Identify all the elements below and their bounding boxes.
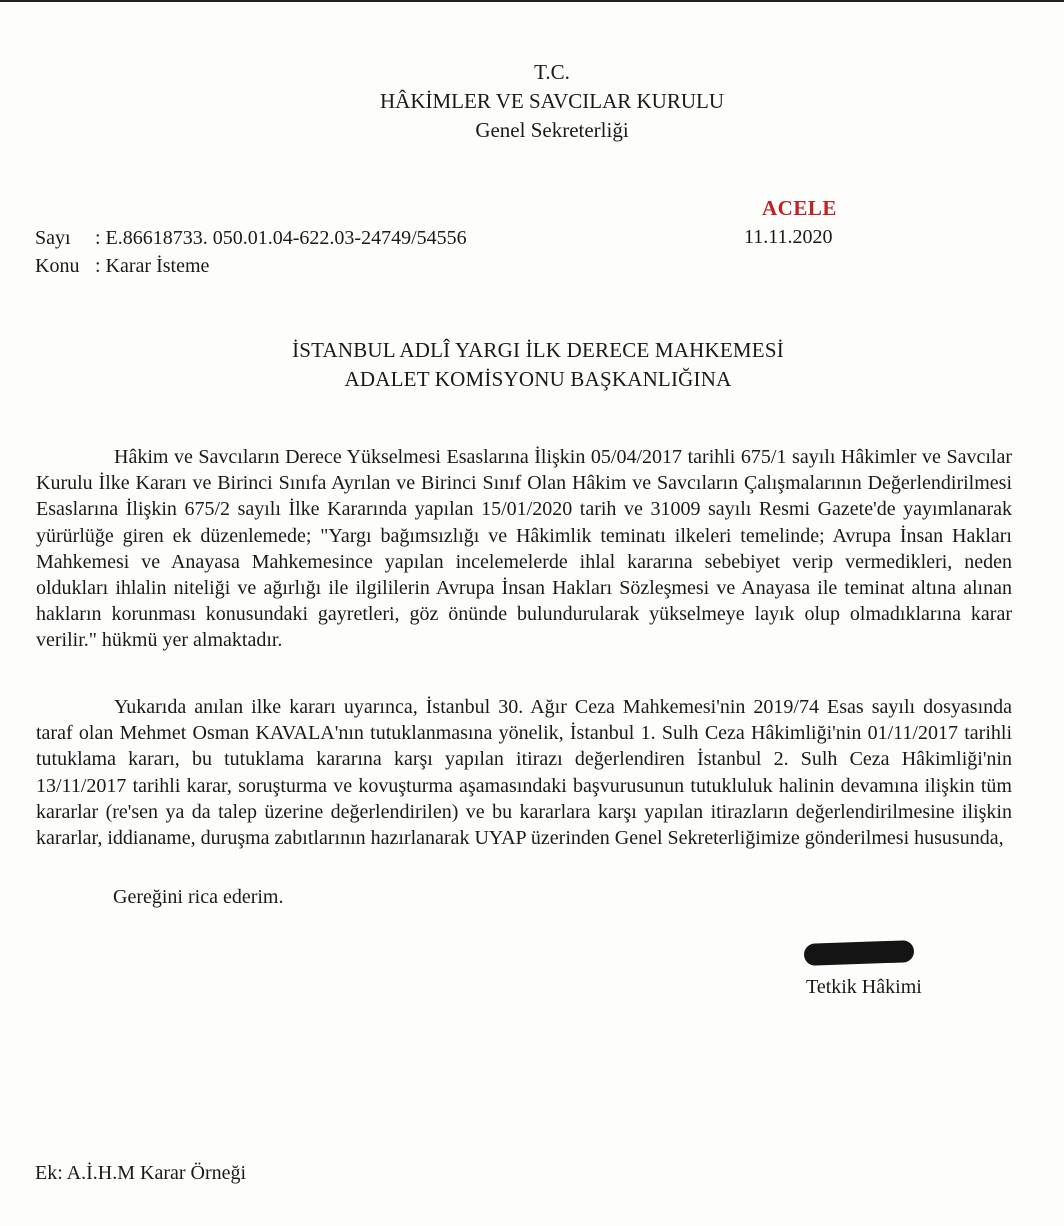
subject-row — [35, 255, 209, 278]
redacted-name — [804, 940, 915, 966]
subject-value: : Karar İsteme — [95, 255, 210, 277]
body-paragraph-2: Yukarıda anılan ilke kararı uyarınca, İstanbul 30. Ağır Ceza Mahkemesi'nin 2019/74 Esas sayılı dosyasında taraf olan Mehmet Osman KAVALA'nın tutuklanmasına yönelik, İstanbul 1. Sulh Ceza Hâkimliği'nin 01/11/2017 tarihli tutuklama kararı, bu tutuklama kararına karşı yapılan itirazı değerlendiren İstanbul 2. Sulh Ceza Hâkimliği'nin 13/11/2017 tarihli karar, soruşturma ve kovuşturma aşamasındaki başvurusunun tutukluluk halinin devamına ilişkin tüm kararlar (re'sen ya da talep üzerine değerlendirilen) ve bu kararlara karşı yapılan itirazların değerlendirilmesine ilişkin kararlar, iddianame, duruşma zabıtlarının hazırlanarak UYAP üzerinden Genel Sekreterliğimize gönderilmesi hususunda, — [36, 696, 1012, 850]
signature-block — [796, 940, 946, 1010]
recipient-line-2: ADALET KOMİSYONU BAŞKANLIĞINA — [344, 367, 732, 391]
body-paragraph-1: Hâkim ve Savcıların Derece Yükselmesi Esaslarına İlişkin 05/04/2017 tarihli 675/1 sayılı Hâkimler ve Savcılar Kurulu İlke Kararı ve Birinci Sınıfa Ayrılan ve Birinci Sınıf Olan Hâkim ve Savcıların Çalışmalarının Değerlendirilmesi Esaslarına İlişkin 675/2 sayılı İlke Kararında yapılan 15/01/2020 tarih ve 31009 sayılı Resmi Gazete'de yayımlanarak yürürlüğe giren ek düzenlemede; "Yargı bağımsızlığı ve Hâkimlik teminatı ilkeleri temelinde; Avrupa İnsan Hakları Mahkemesi ve Anayasa Mahkemesince yapılan incelemelerde ihlal kararına sebebiyet verip vermedikleri, neden oldukları ihlalin niteliği ve ağırlığı ile ilgililerin Avrupa İnsan Hakları Sözleşmesi ve Anayasa ile teminat altına alınan hakların korunması konusundaki gayretleri, göz önünde bulundurularak yükselmeye layık olup olmadıklarına karar verilir." hükmü yer almaktadır. — [36, 446, 1012, 652]
recipient-block — [0, 336, 1064, 394]
subject-label: Konu — [35, 255, 80, 277]
page-top-border — [0, 0, 1064, 2]
attachment-note: Ek: A.İ.H.M Karar Örneği — [35, 1162, 247, 1184]
letterhead-department: Genel Sekreterliği — [475, 118, 629, 142]
closing-line: Gereğini rica ederim. — [113, 886, 284, 908]
urgency-stamp: ACELE — [762, 196, 837, 220]
reference-number-row — [35, 227, 467, 250]
signatory-title: Tetkik Hâkimi — [806, 976, 922, 998]
letterhead-country: T.C. — [534, 60, 570, 84]
reference-number-label: Sayı — [35, 227, 71, 249]
letterhead — [0, 58, 1064, 145]
document-date: 11.11.2020 — [744, 226, 833, 248]
letterhead-institution: HÂKİMLER VE SAVCILAR KURULU — [380, 89, 724, 113]
recipient-line-1: İSTANBUL ADLÎ YARGI İLK DERECE MAHKEMESİ — [292, 338, 784, 362]
reference-number-value: : E.86618733. 050.01.04-622.03-24749/54556 — [95, 227, 467, 249]
